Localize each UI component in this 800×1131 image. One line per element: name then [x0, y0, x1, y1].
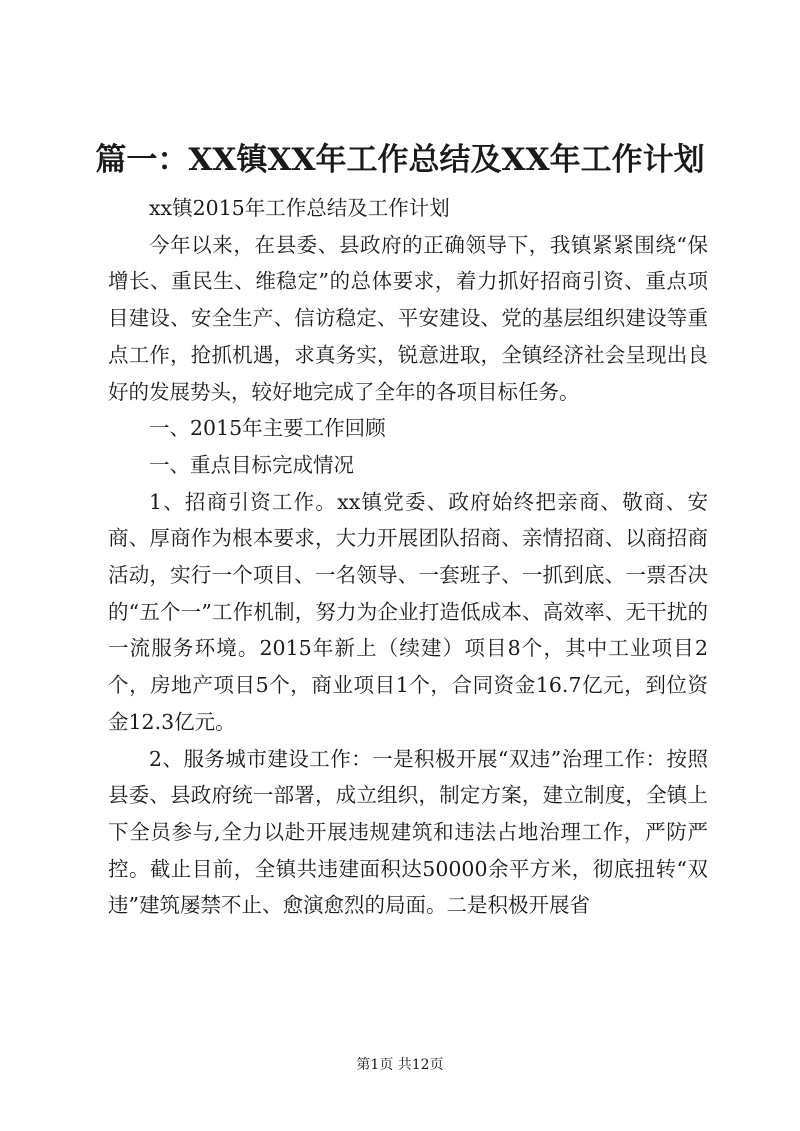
investment-paragraph: 1、招商引资工作。xx镇党委、政府始终把亲商、敬商、安商、厚商作为根本要求，大力开展团队招商、亲情招商、以商招商活动，实行一个项目、一名领导、一套班子、一抓到底、一票否决的“五个一”工作机制，努力为企业打造低成本、高效率、无干扰的一流服务环境。2015年新上（续建）项目8个，其中工业项目2个，房地产项目5个，商业项目1个，合同资金16.7亿元，到位资金12.3亿元。	[108, 489, 708, 734]
page-number-footer: 第1页 共12页	[356, 1057, 444, 1073]
subsection-heading: 一、重点目标完成情况	[149, 452, 354, 477]
document-title: 篇一：XX镇XX年工作总结及XX年工作计划	[95, 142, 705, 178]
section-heading: 一、2015年主要工作回顾	[149, 416, 386, 441]
document-body	[108, 190, 708, 924]
intro-paragraph: 今年以来，在县委、县政府的正确领导下，我镇紧紧围绕“保增长、重民生、维稳定”的总体要求，着力抓好招商引资、重点项目建设、安全生产、信访稳定、平安建设、党的基层组织建设等重点工作，抢抓机遇，求真务实，锐意进取，全镇经济社会呈现出良好的发展势头，较好地完成了全年的各项目标任务。	[108, 232, 708, 404]
urban-construction-paragraph: 2、服务城市建设工作：一是积极开展“双违”治理工作：按照县委、县政府统一部署，成立组织，制定方案，建立制度，全镇上下全员参与,全力以赴开展违规建筑和违法占地治理工作，严防严控。截止目前，全镇共违建面积达50000余平方米，彻底扭转“双违”建筑屡禁不止、愈演愈烈的局面。二是积极开展省	[108, 746, 708, 918]
subtitle-paragraph: xx镇2015年工作总结及工作计划	[149, 196, 450, 220]
